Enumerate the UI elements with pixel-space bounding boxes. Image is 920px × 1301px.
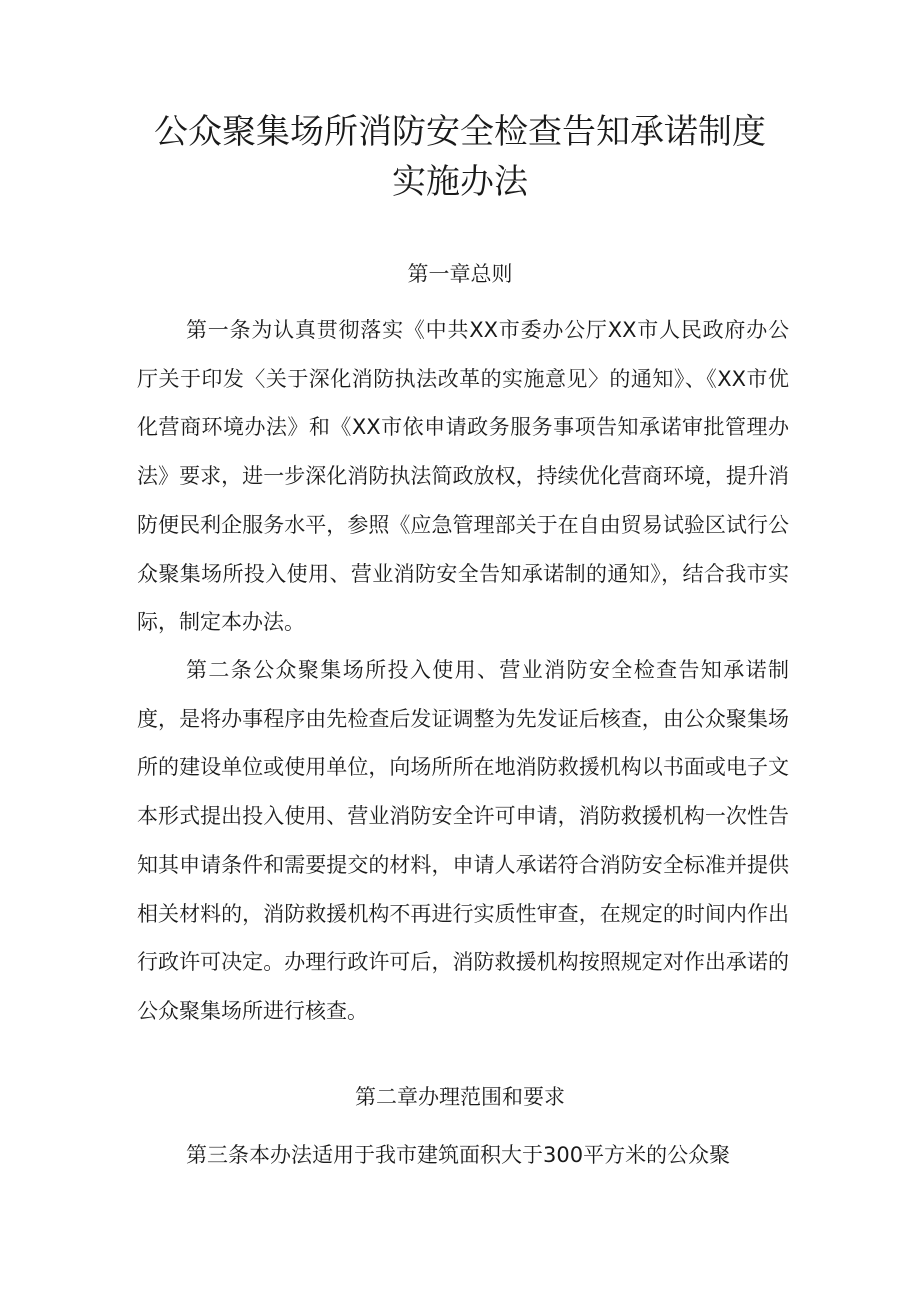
article-1-paragraph: 第一条为认真贯彻落实《中共XX市委办公厅XX市人民政府办公厅关于印发〈关于深化消防执法改革的实施意见〉的通知》、《XX市优化营商环境办法》和《XX市依申请政务服务事项告知承诺审批管理办法》要求，进一步深化消防执法简政放权，持续优化营商环境，提升消防便民利企服务水平，参照《应急管理部关于在自由贸易试验区试行公众聚集场所投入使用、营业消防安全告知承诺制的通知》，结合我市实际，制定本办法。	[137, 318, 789, 635]
article-2-paragraph: 第二条公众聚集场所投入使用、营业消防安全检查告知承诺制度，是将办事程序由先检查后发证调整为先发证后核查，由公众聚集场所的建设单位或使用单位，向场所所在地消防救援机构以书面或电子文本形式提出投入使用、营业消防安全许可申请，消防救援机构一次性告知其申请条件和需要提交的材料，申请人承诺符合消防安全标准并提供相关材料的，消防救援机构不再进行实质性审查，在规定的时间内作出行政许可决定。办理行政许可后，消防救援机构按照规定对作出承诺的公众聚集场所进行核查。	[137, 658, 789, 1023]
article-3-paragraph: 第三条本办法适用于我市建筑面积大于300平方米的公众聚	[186, 1143, 731, 1167]
document-title-line-2: 实施办法	[392, 162, 528, 202]
chapter-2-heading: 第二章办理范围和要求	[355, 1085, 565, 1109]
chapter-1-heading: 第一章总则	[407, 262, 513, 286]
document-title-line-1: 公众聚集场所消防安全检查告知承诺制度	[154, 112, 766, 152]
